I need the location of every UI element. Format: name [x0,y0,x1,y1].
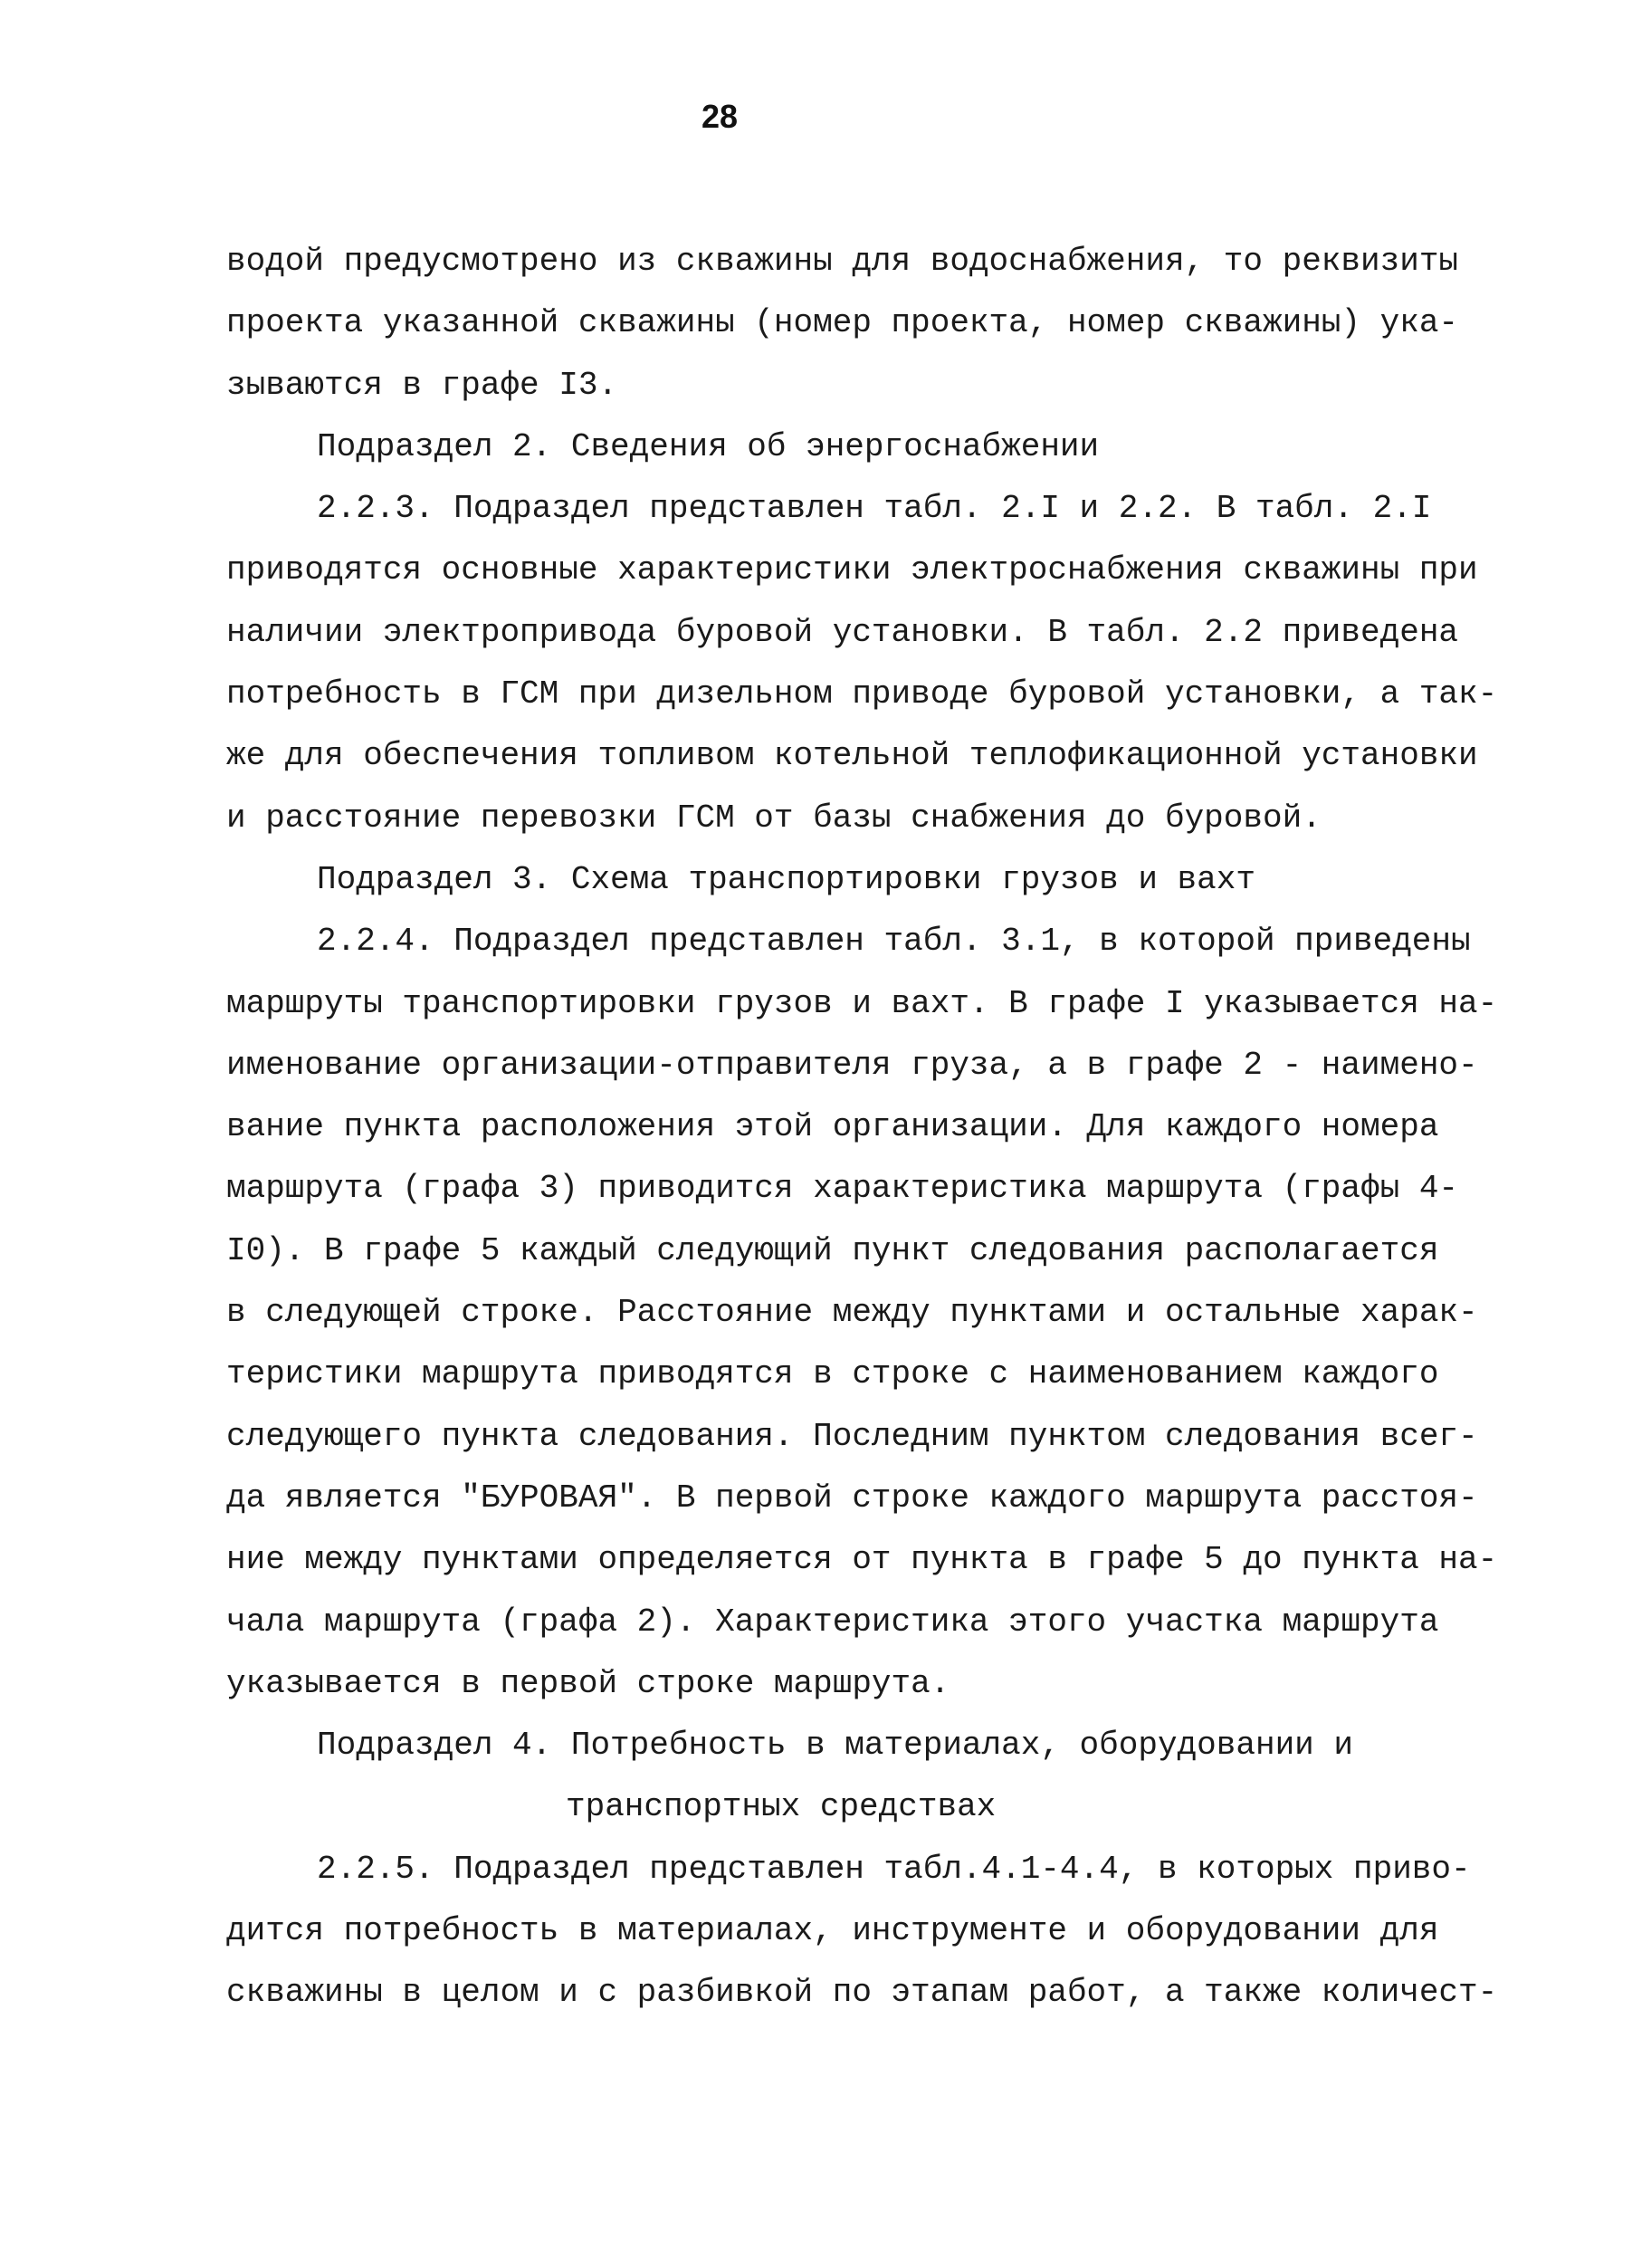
body-text [226,231,1498,2024]
text-line: и расстояние перевозки ГСМ от базы снабжения до буровой. [226,799,1322,837]
text-line: дится потребность в материалах, инструменте и оборудовании для [226,1912,1439,1950]
text-line: указывается в первой строке маршрута. [226,1664,950,1702]
text-line: транспортных средствах [566,1788,997,1826]
text-line: Подраздел 2. Сведения об энергоснабжении [317,427,1100,465]
text-line: да является "БУРОВАЯ". В первой строке каждого маршрута расстоя- [226,1479,1478,1517]
text-line: следующего пункта следования. Последним пунктом следования всег- [226,1417,1478,1455]
text-line: Подраздел 3. Схема транспортировки грузов и вахт [317,860,1255,898]
text-line: вание пункта расположения этой организации. Для каждого номера [226,1108,1439,1146]
text-line: ние между пунктами определяется от пункта в графе 5 до пункта на- [226,1541,1498,1579]
text-line: же для обеспечения топливом котельной теплофикационной установки [226,737,1478,775]
text-line: Подраздел 4. Потребность в материалах, оборудовании и [317,1727,1353,1765]
text-line: проекта указанной скважины (номер проекта, номер скважины) ука- [226,304,1459,342]
text-line: наличии электропривода буровой установки. В табл. 2.2 приведена [226,613,1459,651]
text-line: 2.2.3. Подраздел представлен табл. 2.I и 2.2. В табл. 2.I [317,490,1432,528]
text-line: чала маршрута (графа 2). Характеристика этого участка маршрута [226,1603,1439,1641]
page-number: 28 [701,98,739,135]
text-line: водой предусмотрено из скважины для водоснабжения, то реквизиты [226,243,1459,280]
text-line: маршрута (графа 3) приводится характеристика маршрута (графы 4- [226,1170,1459,1208]
text-line: 2.2.4. Подраздел представлен табл. 3.1, в которой приведены [317,923,1471,961]
text-line: приводятся основные характеристики электроснабжения скважины при [226,551,1478,589]
text-line: именование организации-отправителя груза, а в графе 2 - наимено- [226,1046,1478,1084]
text-line: в следующей строке. Расстояние между пунктами и остальные харак- [226,1294,1478,1332]
text-line: 2.2.5. Подраздел представлен табл.4.1-4.4, в которых приво- [317,1850,1471,1888]
text-line: теристики маршрута приводятся в строке с наименованием каждого [226,1355,1439,1393]
text-line: потребность в ГСМ при дизельном приводе буровой установки, а так- [226,675,1498,713]
text-line: зываются в графе I3. [226,366,618,404]
text-line: маршруты транспортировки грузов и вахт. В графе I указывается на- [226,984,1498,1022]
text-line: скважины в целом и с разбивкой по этапам работ, а также количест- [226,1974,1498,2012]
text-line: I0). В графе 5 каждый следующий пункт следования располагается [226,1231,1439,1269]
